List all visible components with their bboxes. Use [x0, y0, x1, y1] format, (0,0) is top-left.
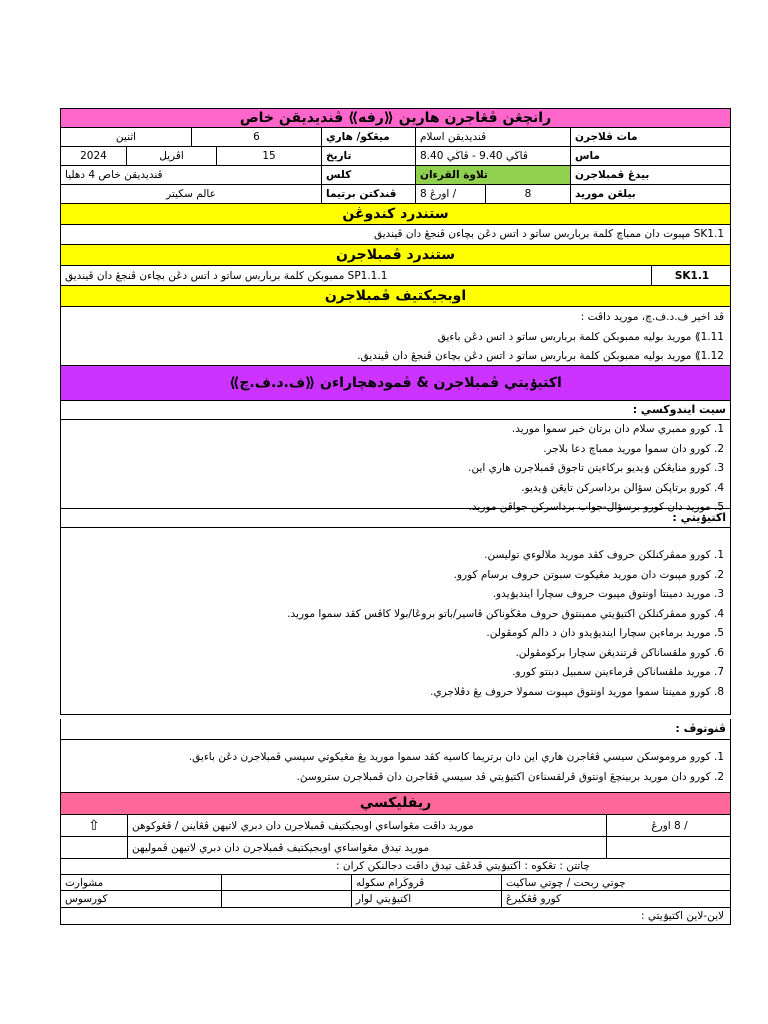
year-value: 2024 — [80, 150, 107, 162]
week-day-label: ميڠڬو/ هاري — [321, 128, 415, 146]
reason-course: کورسوس — [65, 893, 108, 905]
info-row-time — [60, 147, 731, 166]
activity-item-4: 4. کورو ممڤرکنلکن اکتيۏيتي ممبنتوق حروف مڠڬوناکن ڤاسير/باتو بروڠا/بولا کاڤس کڤد سموا موريد. — [287, 607, 724, 620]
reflection-row-1 — [60, 815, 731, 837]
student-total: / اورڠ 8 — [415, 185, 485, 203]
set-induction-item-5: 5. موريد دان کورو برسؤال-جواب برداسرکن جواڤن موريد. — [468, 501, 724, 513]
reason-school-program: ڤروڬرام سکوله — [351, 875, 501, 890]
standard-learning-text: SP1.1.1 ممبوبکن کلمة بربارﺑس ساتو د اتس دڠن بچاءن ڤنجڠ دان ڤينديق — [65, 269, 388, 282]
standard-learning-heading: ستندرد ڤمبلاجرن — [60, 245, 731, 266]
reflection-note: چاتتن : تڠکوه : اکتيۏيتي ڤدڠڤ تيدق داڤت دجالنکن کران : — [335, 860, 590, 872]
standard-learning-code: SK1.1 — [651, 266, 732, 285]
class-value: ڤنديديقن خاص 4 دهليا — [65, 169, 163, 181]
activity-item-3: 3. موريد دمينتا اونتوق مپبوت حروف سچارا اينديۏيدو. — [492, 588, 724, 600]
activity-item-6: 6. کورو ملقساناکن ڤرتنديڠن سچارا برکومڤولن. — [515, 646, 724, 659]
subject-label: مات ڤلاجرن — [570, 128, 732, 146]
time-label: ماس — [570, 147, 732, 165]
closure-label: ڤنوتوڤ : — [61, 719, 730, 740]
reason-relief-teacher: کورو ڤڠڬيرڠ — [501, 891, 732, 907]
standard-learning-row — [60, 266, 731, 286]
set-induction-section — [60, 401, 731, 513]
set-induction-item-3: 3. کورو منايڠکن ۏيديو برکاءيتن تاجوق ڤمبلاجرن هاري اين. — [468, 462, 724, 474]
set-induction-label: سيت ايندوکسي : — [61, 401, 730, 420]
set-induction-item-1: 1. کورو ممبري سلام دان برتان خبر سموا موريد. — [511, 423, 724, 435]
field-value: تلاوة القرءان — [415, 166, 570, 184]
lesson-plan-table — [60, 108, 731, 925]
day-value: اثنين — [115, 131, 137, 143]
info-row-students — [60, 185, 731, 204]
objective-item-1: 1.11⟫ موريد بوليه ممبوبکن کلمة بربارﺑس ساتو د اتس دڠن باءيق — [437, 330, 724, 343]
class-label: كلس — [321, 166, 415, 184]
reason-row-2 — [60, 891, 731, 908]
info-row-field — [60, 166, 731, 185]
reflection-note-row — [60, 859, 731, 875]
activity-item-8: 8. کورو ممينتا سموا موريد اونتوق مپبوت سمولا حروف يڠ دڤلاجري. — [430, 685, 724, 698]
student-count: 8 — [485, 185, 570, 203]
students-label: بيلڠن موريد — [570, 185, 732, 203]
page-title: رانچڠن ڤڠاجرن هارين ⟪رفه⟫ ڤنديديقن خاص — [60, 108, 731, 128]
approach-label: ڤندكتن برتيما — [321, 185, 415, 203]
closure-item-1: 1. کورو مروموسکن سيسي ڤڠاجرن هاري اين دان برتريما کاسيه کڤد سموا موريد يڠ مڠيکوتي سيسي ڤمبلاجرن دڠن باءيق. — [188, 751, 724, 763]
reason-row-3 — [60, 908, 731, 925]
activity-section — [60, 509, 731, 715]
date-value: 15 — [216, 147, 321, 165]
activity-item-1: 1. کورو ممڤرکنلکن حروف کڤد موريد ملالوءي توليسن. — [484, 549, 724, 561]
objective-body — [60, 307, 731, 366]
reflection-counter: / 8 اورڠ — [606, 815, 732, 836]
objective-heading: اوبجيکتيف ڤمبلاجرن — [60, 286, 731, 307]
field-label: بيدڠ ڤمبلاجرن — [570, 166, 732, 184]
closure-item-2: 2. کورو دان موريد بربينچڠ اونتوق ڤرلقسناءن اکتيۏيتي ڤد سيسي ڤڠاجرن دان ڤمبلاجرن ستروسڽ. — [296, 770, 724, 783]
reason-blank-2 — [221, 891, 351, 907]
standard-content-text: SK1.1 مپبوت دان ممباچ کلمة بربارﺑس ساتو د اتس دڠن بچاءن ڤنجڠ دان ڤينديق — [373, 228, 724, 240]
objective-item-2: 1.12⟫ موريد بوليه ممبوبکن کلمة بربارﺑس ساتو د اتس دڠن بچاءن ڤنجڠ دان ڤينديق. — [357, 350, 724, 362]
closure-section — [60, 719, 731, 793]
standard-content-heading: ستندرد کندوڠن — [60, 204, 731, 225]
reflection-row-2 — [60, 837, 731, 859]
week-value: 6 — [191, 128, 321, 146]
info-row-subject — [60, 128, 731, 147]
activity-item-5: 5. موريد برماءين سچارا اينديۏيدو دان د دالم کومڤولن. — [486, 627, 724, 639]
set-induction-item-4: 4. کورو برتاڽکن سؤالن برداسرکن تايڠن ۏيديو. — [521, 481, 724, 494]
reflection-heading: ريفليکسي — [60, 793, 731, 815]
set-induction-item-2: 2. کورو دان سموا موريد ممباچ دعا بلاجر. — [543, 442, 724, 455]
subject-value: ڤنديديقن اسلام — [415, 128, 570, 146]
time-value: ڤاڬي 9.40 - ڤاڬي 8.40 — [415, 147, 570, 165]
approach-value: عالم سکيتر — [166, 188, 216, 200]
reason-external-activity: اکتيۏيتي لوار — [351, 891, 501, 907]
month-value: اڤريل — [126, 147, 216, 165]
standard-content-row — [60, 225, 731, 245]
reason-blank-1 — [221, 875, 351, 890]
arrow-up-icon: ⇧ — [88, 817, 100, 834]
activities-heading: اکتيۏيتي ڤمبلاجرن & ڤمودهچاراءن ⟪ف.د.ف.چ⟫ — [60, 366, 731, 401]
date-label: تاريخ — [321, 147, 415, 165]
reflection-not-mastered: موريد تيدق مڠواساءي اوبجيکتيف ڤمبلاجرن دان دبري لاتيهن ڤموليهن — [127, 837, 606, 858]
activity-item-7: 7. موريد ملقساناکن ڤرماءينن سمبيل دبنتو کورو. — [512, 666, 724, 678]
reflection-mastered: موريد داڤت مڠواساءي اوبجيکتيف ڤمبلاجرن دان دبري لاتيهن ڤڠاينن / ڤڠوکوهن — [127, 815, 606, 836]
reason-row-1 — [60, 875, 731, 891]
objective-intro: ڤد اخير ف.د.ف.چ، موريد داڤت : — [580, 311, 724, 323]
activity-item-2: 2. کورو مپبوت دان موريد مڠيکوت سبوتن حروف برسام کورو. — [453, 568, 724, 581]
reason-leave: چوتي ربحت / چوتي ساکيت — [501, 875, 732, 890]
reason-other: لاين-لاين اکتيۏيتي : — [640, 910, 724, 922]
activity-label: اکتيۏيتي : — [61, 509, 730, 528]
reason-meeting: مشوارت — [65, 876, 104, 889]
